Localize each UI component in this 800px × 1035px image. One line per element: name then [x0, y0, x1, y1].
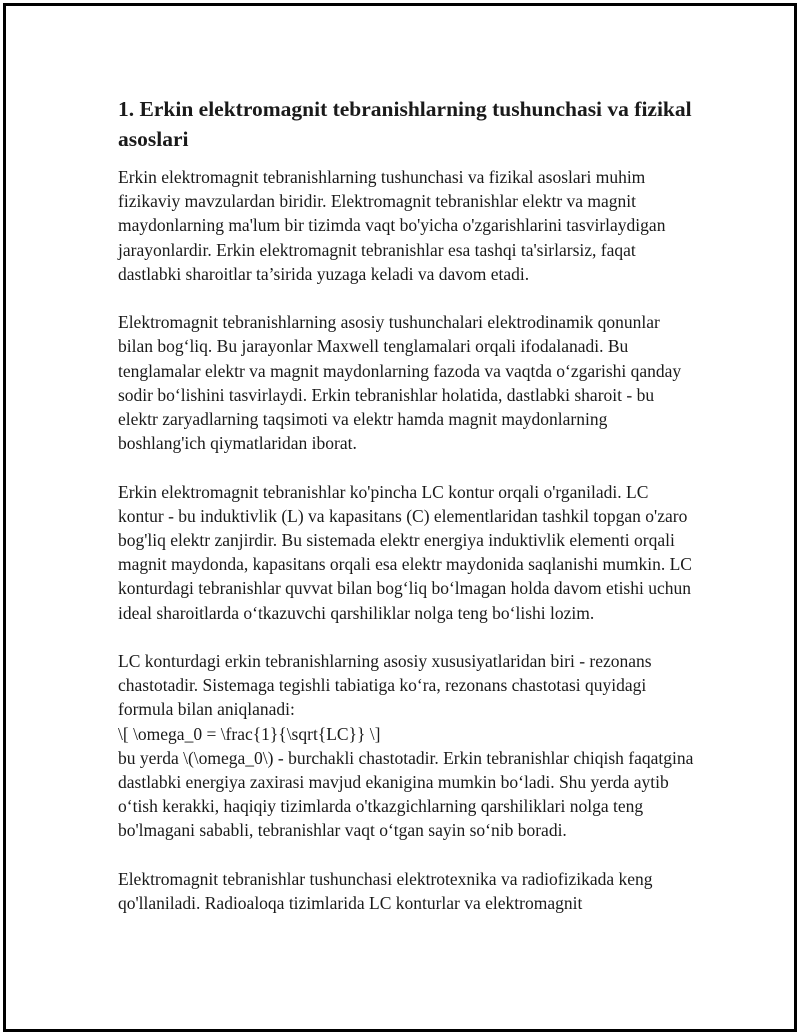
paragraph-lc-circuit: Erkin elektromagnit tebranishlar ko'pincha LC kontur orqali o'rganiladi. LC kontur - bu induktivlik (L) va kapasitans (C) elementlaridan tashkil topgan o'zaro bog'liq elektr zanjirdir. Bu sistemada elektr energiya induktivlik elementi orqali magnit maydonda, kapasitans orqali esa elektr maydonida saqlanishi mumkin. LC konturdagi tebranishlar quvvat bilan bog‘liq bo‘lmagan holda davom etishi uchun ideal sharoitlarda o‘tkazuvchi qarshiliklar nolga teng bo‘lishi lozim. — [118, 481, 692, 623]
paragraph-applications: Elektromagnit tebranishlar tushunchasi elektrotexnika va radiofizikada keng qo'llaniladi. Radioaloqa tizimlarida LC konturlar va elektromagnit — [118, 868, 653, 914]
document-body — [118, 94, 698, 915]
paragraph-intro: Erkin elektromagnit tebranishlarning tushunchasi va fizikal asoslari muhim fizikaviy mavzulardan biridir. Elektromagnit tebranishlar elektr va magnit maydonlarning ma'lum bir tizimda vaqt bo'yicha o'zgarishlarini tasvirlaydigan jarayonlardir. Erkin elektromagnit tebranishlar esa tashqi ta'sirlarsiz, faqat dastlabki sharoitlar ta’sirida yuzaga keladi va davom etadi. — [118, 167, 666, 284]
section-heading: 1. Erkin elektromagnit tebranishlarning tushunchasi va fizikal asoslari — [118, 97, 692, 151]
paragraph-maxwell: Elektromagnit tebranishlarning asosiy tushunchalari elektrodinamik qonunlar bilan bog‘liq. Bu jarayonlar Maxwell tenglamalari orqali ifodalanadi. Bu tenglamalar elektr va magnit maydonlarning fazoda va vaqtda o‘zgarishi qanday sodir bo‘lishini tasvirlaydi. Erkin tebranishlar holatida, dastlabki sharoit - bu elektr zaryadlarning taqsimoti va elektr hamda magnit maydonlarning boshlang'ich qiymatlaridan iborat. — [118, 312, 682, 454]
paragraph-resonance: LC konturdagi erkin tebranishlarning asosiy xususiyatlaridan biri - rezonans chastotadir. Sistemaga tegishli tabiatiga ko‘ra, rezonans chastotasi quyidagi formula bilan aniqlanadi: \[ \omega_0 = \frac{1}{\sqrt{LC}} \] bu yerda \(\omega_0\) - burchakli chastotadir. Erkin tebranishlar chiqish faqatgina dastlabki energiya zaxirasi mavjud ekanigina mumkin bo‘ladi. Shu yerda aytib o‘tish kerakki, haqiqiy tizimlarda o'tkazgichlarning qarshiliklari nolga teng bo'lmagani sababli, tebranishlar vaqt o‘tgan sayin so‘nib boradi. — [118, 651, 694, 841]
